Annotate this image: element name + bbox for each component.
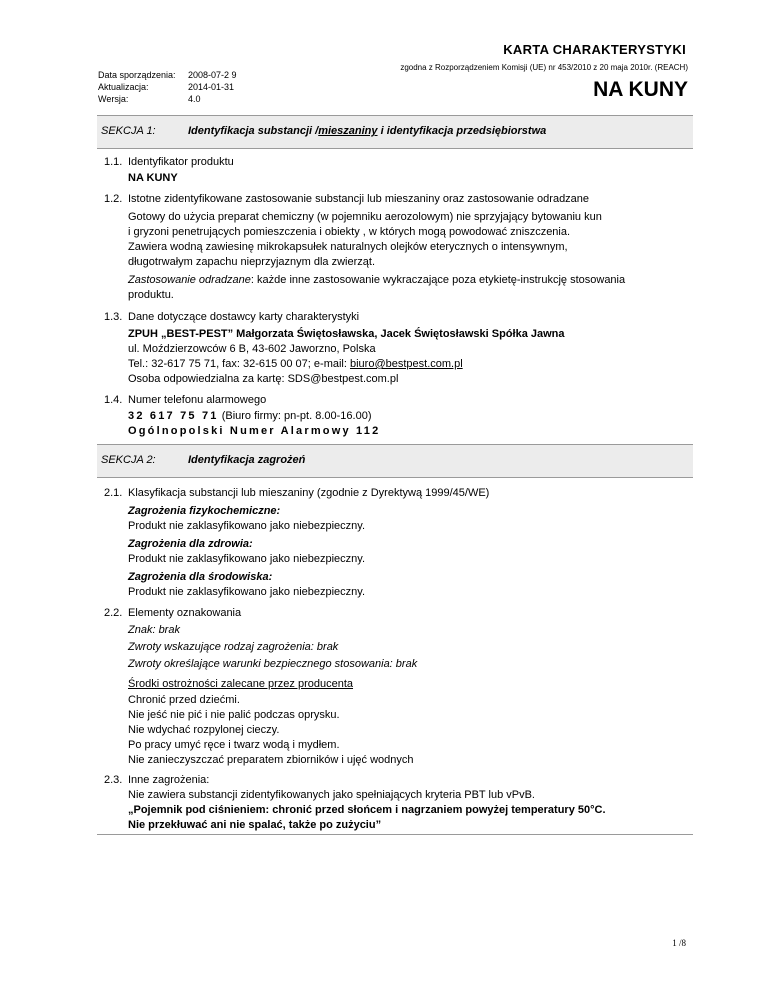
page-number: 1 /8 [672, 938, 686, 948]
meta-value: 4.0 [188, 94, 201, 104]
product-identifier: NA KUNY [128, 172, 178, 184]
supplier-company: ZPUH „BEST-PEST” Małgorzata Świętosławska, Jacek Świętosławski Spółka Jawna [128, 328, 565, 340]
hazard-heading: Zagrożenia dla środowiska: [128, 571, 273, 583]
section-title: Identyfikacja substancji /mieszaniny i identyfikacja przedsiębiorstwa [188, 125, 547, 137]
meta-value: 2014-01-31 [188, 82, 235, 92]
use-line: i gryzoni penetrujących pomieszczenia i obiekty , w których mogą powodować zniszczenia. [128, 226, 571, 238]
regulation-subtitle: zgodna z Rozporządzeniem Komisji (UE) nr 453/2010 z 20 maja 2010r. (REACH) [400, 63, 688, 72]
section-label: SEKCJA 2: [101, 454, 156, 466]
hazard-text: Produkt nie zaklasyfikowano jako niebezpieczny. [128, 586, 366, 598]
use-line: długotrwałym zapachu nieprzyjaznym dla zwierząt. [128, 256, 375, 268]
subsection-number: 1.4. [104, 394, 123, 406]
precaution-item: Chronić przed dziećmi. [128, 694, 240, 706]
responsible-person: Osoba odpowiedzialna za kartę: SDS@bestpest.com.pl [128, 373, 399, 385]
subsection-title: Istotne zidentyfikowane zastosowanie substancji lub mieszaniny oraz zastosowanie odradzane [128, 193, 590, 205]
hazard-text: Produkt nie zaklasyfikowano jako niebezpieczny. [128, 520, 366, 532]
emergency-phone: 32 617 75 71 (Biuro firmy: pn-pt. 8.00-16.00) [128, 410, 372, 422]
precaution-item: Nie wdychać rozpylonej cieczy. [128, 724, 280, 736]
divider [97, 834, 693, 835]
subsection-number: 1.1. [104, 156, 123, 168]
product-name: NA KUNY [593, 78, 688, 101]
pressure-warning-cont: Nie przekłuwać ani nie spalać, także po zużyciu” [128, 819, 382, 831]
subsection-title: Identyfikator produktu [128, 156, 234, 168]
subsection-title: Klasyfikacja substancji lub mieszaniny (zgodnie z Dyrektywą 1999/45/WE) [128, 487, 490, 499]
use-line: Gotowy do użycia preparat chemiczny (w pojemniku aerozolowym) nie sprzyjający bytowaniu kun [128, 211, 602, 223]
subsection-number: 2.3. [104, 774, 123, 786]
subsection-title: Numer telefonu alarmowego [128, 394, 267, 406]
section-title: Identyfikacja zagrożeń [188, 454, 306, 466]
meta-row-version [98, 94, 201, 104]
document-title: KARTA CHARAKTERYSTYKI [503, 42, 686, 57]
subsection-title: Inne zagrożenia: [128, 774, 210, 786]
hazard-phrases: Zwroty wskazujące rodzaj zagrożenia: brak [128, 641, 339, 653]
subsection-title: Elementy oznakowania [128, 607, 242, 619]
subsection-title: Dane dotyczące dostawcy karty charakterystyki [128, 311, 360, 323]
subsection-number: 2.1. [104, 487, 123, 499]
label-sign: Znak: brak [128, 624, 180, 636]
precaution-item: Nie zanieczyszczać preparatem zbiorników i ujęć wodnych [128, 754, 414, 766]
supplier-address: ul. Moździerzowców 6 B, 43-602 Jaworzno, Polska [128, 343, 376, 355]
subsection-number: 2.2. [104, 607, 123, 619]
subsection-number: 1.2. [104, 193, 123, 205]
hazard-heading: Zagrożenia fizykochemiczne: [128, 505, 281, 517]
national-emergency-number: Ogólnopolski Numer Alarmowy 112 [128, 425, 381, 437]
supplier-contact: Tel.: 32-617 75 71, fax: 32-615 00 07; e-mail: biuro@bestpest.com.pl [128, 358, 463, 370]
advised-against-cont: produktu. [128, 289, 174, 301]
subsection-number: 1.3. [104, 311, 123, 323]
meta-label: Wersja: [98, 94, 129, 104]
section-2-header [97, 444, 693, 478]
precautions-heading: Środki ostrożności zalecane przez producenta [128, 678, 354, 690]
pbt-statement: Nie zawiera substancji zidentyfikowanych jako spełniających kryteria PBT lub vPvB. [128, 789, 535, 801]
section-label: SEKCJA 1: [101, 125, 156, 137]
hazard-heading: Zagrożenia dla zdrowia: [128, 538, 253, 550]
hazard-text: Produkt nie zaklasyfikowano jako niebezpieczny. [128, 553, 366, 565]
precaution-item: Nie jeść nie pić i nie palić podczas oprysku. [128, 709, 340, 721]
email-link[interactable]: biuro@bestpest.com.pl [349, 358, 463, 370]
meta-row-created [98, 70, 237, 80]
advised-against: Zastosowanie odradzane: każde inne zastosowanie wykraczające poza etykietę-instrukcję stosowania [128, 274, 626, 286]
meta-label: Aktualizacja: [98, 82, 149, 92]
use-line: Zawiera wodną zawiesinę mikrokapsułek naturalnych olejków eterycznych o intensywnym, [128, 241, 568, 253]
precaution-item: Po pracy umyć ręce i twarz wodą i mydłem. [128, 739, 340, 751]
meta-row-updated [98, 82, 234, 92]
meta-label: Data sporządzenia: [98, 70, 176, 80]
meta-value: 2008-07-2 9 [188, 70, 237, 80]
pressure-warning: „Pojemnik pod ciśnieniem: chronić przed słońcem i nagrzaniem powyżej temperatury 50°C. [128, 804, 606, 816]
safety-phrases: Zwroty określające warunki bezpiecznego stosowania: brak [128, 658, 418, 670]
section-1-header [97, 115, 693, 149]
